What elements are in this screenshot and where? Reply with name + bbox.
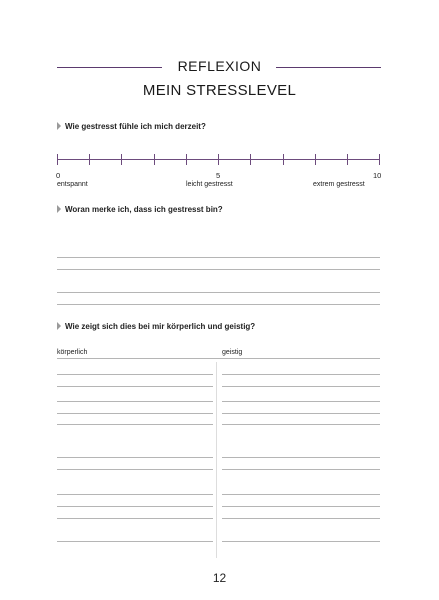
scale-tick-5[interactable] [218,154,219,165]
answer-line-left[interactable] [57,518,213,519]
scale-label-mid: 5 [216,171,221,180]
answer-line[interactable] [57,292,380,293]
column-divider [216,362,217,558]
scale-text-right: extrem gestresst [313,181,365,188]
scale-tick-10[interactable] [379,154,380,165]
question-1-text: Wie gestresst fühle ich mich derzeit? [65,122,206,131]
answer-line-left[interactable] [57,386,213,387]
column-heading-physical: körperlich [57,349,88,356]
answer-line[interactable] [57,304,380,305]
answer-line[interactable] [57,269,380,270]
answer-line-right[interactable] [222,401,380,402]
scale-tick-8[interactable] [315,154,316,165]
answer-line-right[interactable] [222,413,380,414]
answer-line-left[interactable] [57,506,213,507]
answer-line-right[interactable] [222,541,380,542]
scale-tick-6[interactable] [250,154,251,165]
answer-line-right[interactable] [222,518,380,519]
answer-line-left[interactable] [57,494,213,495]
page-title: REFLEXION [177,58,262,74]
question-2 [57,205,223,214]
answer-line-right[interactable] [222,424,380,425]
scale-tick-0[interactable] [57,154,58,165]
question-3-text: Wie zeigt sich dies bei mir körperlich und geistig? [65,322,256,331]
answer-line-left[interactable] [57,457,213,458]
answer-line[interactable] [57,257,380,258]
answer-line-left[interactable] [57,541,213,542]
scale-text-left: entspannt [57,181,88,188]
bullet-triangle-icon [57,205,61,213]
scale-label-min: 0 [56,171,61,180]
answer-line-left[interactable] [57,413,213,414]
scale-tick-9[interactable] [347,154,348,165]
question-1 [57,122,206,131]
scale-text-mid: leicht gestresst [186,181,233,188]
answer-line-left[interactable] [57,469,213,470]
answer-line-right[interactable] [222,506,380,507]
answer-line-right[interactable] [222,494,380,495]
answer-line-right[interactable] [222,457,380,458]
column-header-line [57,358,380,359]
answer-line-right[interactable] [222,374,380,375]
bullet-triangle-icon [57,122,61,130]
scale-tick-1[interactable] [89,154,90,165]
answer-line-right[interactable] [222,386,380,387]
scale-label-max: 10 [373,171,382,180]
answer-line-left[interactable] [57,374,213,375]
question-3 [57,322,255,331]
page-subtitle: MEIN STRESSLEVEL [142,82,297,99]
scale-tick-4[interactable] [186,154,187,165]
answer-line-left[interactable] [57,401,213,402]
scale-tick-7[interactable] [283,154,284,165]
bullet-triangle-icon [57,322,61,330]
scale-tick-3[interactable] [154,154,155,165]
scale-tick-2[interactable] [121,154,122,165]
column-heading-mental: geistig [222,349,243,356]
answer-line-left[interactable] [57,424,213,425]
question-2-text: Woran merke ich, dass ich gestresst bin? [65,205,223,214]
answer-line-right[interactable] [222,469,380,470]
page-number: 12 [212,571,227,585]
